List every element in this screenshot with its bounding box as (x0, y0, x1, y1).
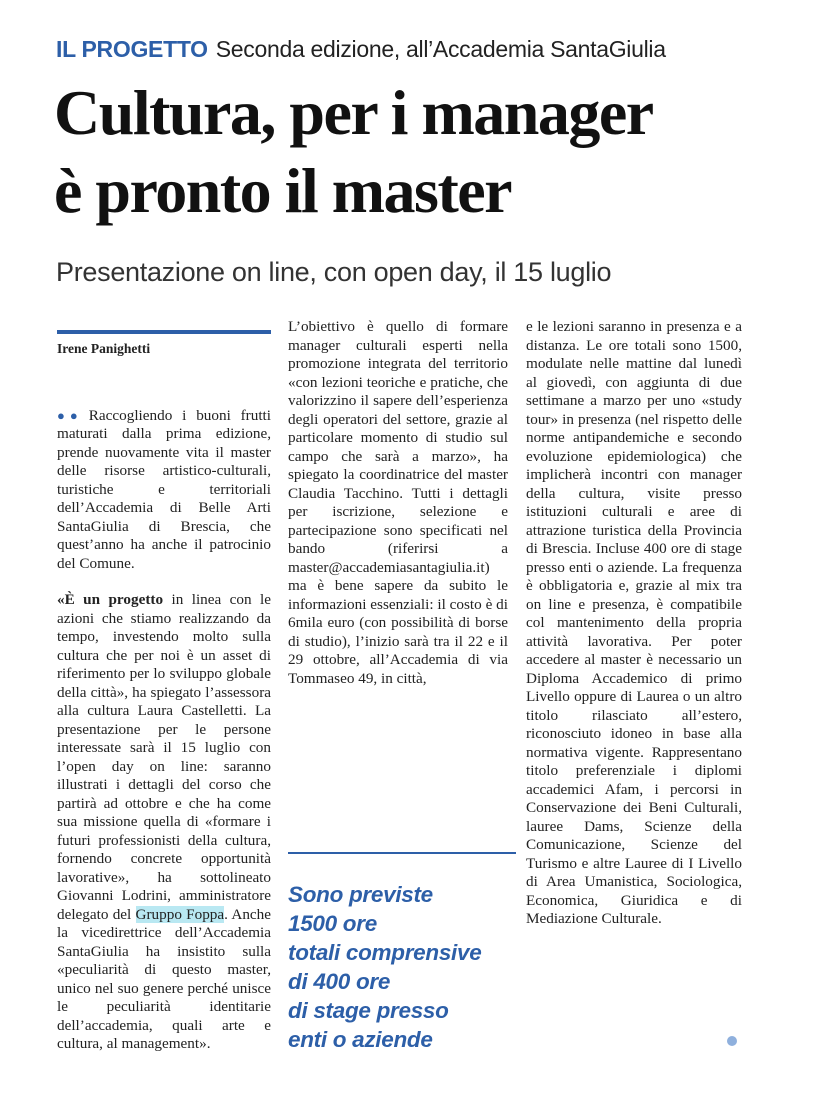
highlighted-text: Gruppo Foppa (135, 905, 225, 923)
section-tag: IL PROGETTO (56, 36, 208, 62)
article-column-1 (57, 330, 271, 1054)
headline (54, 74, 824, 230)
paragraph-2-text-b: . Anche la vicedirettrice dell’Accademia SantaGiulia ha insistito sulla «peculiarità di questo master, unico nel suo genere perché unisce le peculiarità identitarie dell’accademia, quali arte e cultura, al management». (57, 905, 271, 1052)
kicker-text: Seconda edizione, all’Accademia SantaGiulia (215, 36, 666, 62)
end-mark-icon (727, 1036, 737, 1046)
byline-rule (57, 330, 271, 334)
byline: Irene Panighetti (57, 341, 151, 356)
headline-line-1: Cultura, per i manager (54, 77, 653, 148)
paragraph-1 (57, 407, 271, 574)
pullquote-line-4: di 400 ore (288, 969, 391, 994)
pullquote-line-3: totali comprensive (288, 940, 482, 965)
article-column-3 (526, 318, 742, 929)
headline-line-2: è pronto il master (54, 155, 512, 226)
article-column-2 (288, 318, 508, 688)
paragraph-2-text-a: in linea con le azioni che stiamo realizzando da tempo, investendo molto sulla cultura che per noi è un asset di riferimento per lo sviluppo globale della città», ha spiegato l’assessora alla cultura Laura Castelletti. La presentazione per le persone interessate sarà il 15 luglio con l’open day on line: saranno illustrati i dettagli del corso che partirà ad ottobre e che ha come sua missione quella di «formare i futuri professionisti della cultura, fornendo concrete opportunità lavorative», ha sottolineato Giovanni Lodrini, amministratore delegato del (57, 591, 272, 923)
pullquote-line-1: Sono previste (288, 882, 433, 907)
paragraph-2 (57, 591, 271, 1054)
kicker (56, 34, 816, 64)
pullquote-line-6: enti o aziende (288, 1027, 433, 1052)
paragraph-4: e le lezioni saranno in presenza e a distanza. Le ore totali sono 1500, modulate nelle mattine dal lunedì al giovedì, con aggiunta di due settimane a marzo per uno «study tour» in presenza (nel rispetto delle norme antipandemiche e secondo evoluzione epidemiologica) che implicherà incontri con manager della cultura, visite presso istituzioni culturali e aree di attrazione turistica della Provincia di Brescia. Incluse 400 ore di stage presso enti o aziende. La frequenza è obbligatoria e, grazie al mix tra on line e presenza, è compatibile col mantenimento della propria attività lavorativa. Per poter accedere al master è necessario un Diploma Accademico di primo Livello oppure di Laurea o un altro titolo rilasciato all’estero, riconosciuto idoneo in base alla normativa vigente. Rappresentano titolo preferenziale i diplomi accademici Afam, i percorsi in Conservazione dei Beni Culturali, lauree Dams, Scienze della Comunicazione, Scienze del Turismo e altre Lauree di I Livello di Area Umanistica, Sociologica, Economica, Giuridica e di Mediazione Culturale. (526, 318, 742, 927)
paragraph-1-text: Raccogliendo i buoni frutti maturati dalla prima edizione, prende nuovamente vita il master delle risorse artistico-culturali, turistiche e territoriali dell’Accademia di Belle Arti SantaGiulia di Brescia, che quest’anno ha anche il patrocinio del Comune. (57, 406, 271, 572)
bullet-dots-icon: ●● (57, 407, 83, 423)
subtitle: Presentazione on line, con open day, il 15 luglio (56, 257, 612, 287)
pullquote-line-5: di stage presso (288, 998, 449, 1023)
paragraph-2-lead: «È un progetto (57, 591, 164, 608)
pullquote (288, 852, 516, 1054)
pullquote-line-2: 1500 ore (288, 911, 377, 936)
paragraph-3: L’obiettivo è quello di formare manager culturali esperti nella promozione integrata del territorio «con lezioni teoriche e pratiche, che valorizzino il sapere dell’esperienza degli operatori del settore, grazie al particolare momento di studio sul campo che sarà a marzo», ha spiegato la coordinatrice del master Claudia Tacchino. Tutti i dettagli per iscrizione, selezione e partecipazione sono specificati nel bando (riferirsi a master@accademiasantagiulia.it) ma è bene sapere da subito le informazioni essenziali: il costo è di 6mila euro (con possibilità di borse di studio), l’inizio sarà tra il 22 e il 29 ottobre, all’Accademia di via Tommaseo 49, in città, (288, 318, 508, 687)
